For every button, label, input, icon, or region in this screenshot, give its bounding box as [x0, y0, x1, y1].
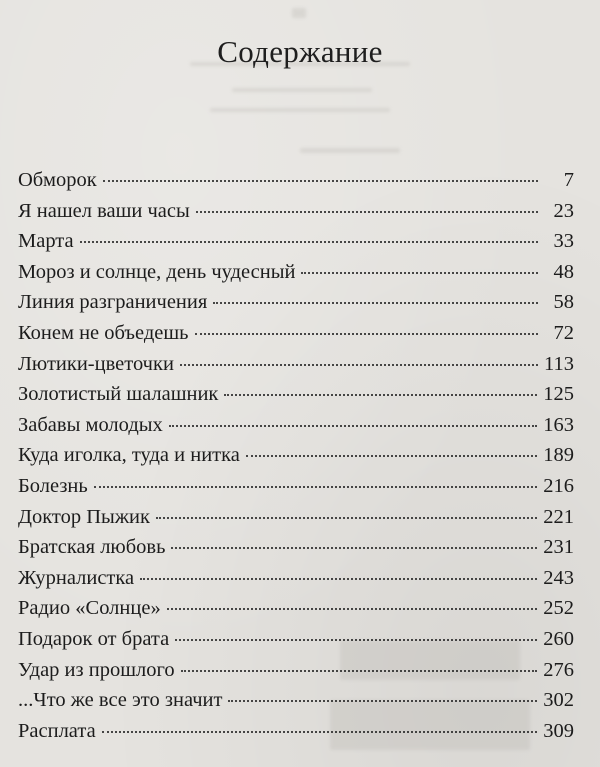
toc-entry[interactable]	[18, 349, 574, 380]
toc-entry-title: Обморок	[18, 169, 97, 191]
toc-entry[interactable]	[18, 287, 574, 318]
toc-entry-title: Забавы молодых	[18, 413, 163, 436]
toc-entry[interactable]	[18, 257, 574, 288]
dot-leader	[80, 241, 538, 243]
toc-entry[interactable]	[18, 532, 574, 563]
dot-leader	[156, 517, 537, 519]
dot-leader	[103, 180, 538, 182]
dot-leader	[246, 455, 537, 457]
dot-leader	[228, 700, 537, 702]
toc-entry[interactable]	[18, 318, 574, 349]
toc-entry[interactable]	[18, 196, 574, 227]
bleed-through-mark	[300, 148, 400, 153]
toc-entry[interactable]	[18, 226, 574, 257]
dot-leader	[94, 486, 538, 488]
toc-entry-title: Журналистка	[18, 566, 135, 589]
dot-leader	[167, 608, 538, 610]
toc-entry[interactable]	[18, 440, 574, 471]
page-title: Содержание	[217, 34, 383, 69]
toc-entry[interactable]	[18, 165, 574, 196]
toc-entry-page: 252	[543, 597, 574, 620]
dot-leader	[171, 547, 537, 549]
table-of-contents	[18, 165, 574, 746]
toc-entry-page: 23	[553, 199, 574, 222]
toc-entry[interactable]	[18, 379, 574, 410]
toc-entry-title: Доктор Пыжик	[18, 505, 150, 528]
toc-entry-page: 276	[543, 658, 574, 681]
toc-entry-title: Братская любовь	[18, 536, 166, 559]
toc-entry-title: Расплата	[18, 719, 96, 742]
toc-entry-page: 48	[553, 260, 574, 283]
toc-entry-title: Удар из прошлого	[18, 658, 175, 681]
toc-entry-title: Я нашел ваши часы	[18, 199, 190, 222]
toc-entry[interactable]	[18, 563, 574, 594]
toc-entry-page: 72	[553, 321, 574, 344]
dot-leader	[181, 670, 538, 672]
dot-leader	[175, 639, 537, 641]
dot-leader	[213, 302, 538, 304]
dot-leader	[301, 272, 538, 274]
toc-entry-page: 125	[543, 383, 574, 406]
dot-leader	[195, 333, 538, 335]
toc-entry-page: 58	[553, 291, 574, 314]
toc-entry-title: Мороз и солнце, день чудесный	[18, 260, 296, 283]
toc-entry-page: 231	[543, 536, 574, 559]
toc-entry-title: Марта	[18, 230, 74, 253]
bleed-through-mark	[210, 108, 390, 112]
bleed-through-mark	[292, 8, 306, 18]
bleed-through-mark	[232, 88, 372, 92]
toc-entry-title: Болезнь	[18, 474, 88, 497]
toc-entry-title: Конем не объедешь	[18, 321, 189, 344]
toc-entry-title: Линия разграничения	[18, 291, 208, 314]
toc-entry-page: 260	[543, 627, 574, 650]
toc-entry-title: Радио «Солнце»	[18, 597, 161, 620]
dot-leader	[140, 578, 537, 580]
toc-entry[interactable]	[18, 410, 574, 441]
toc-entry-page: 216	[543, 474, 574, 497]
toc-entry-title: Куда иголка, туда и нитка	[18, 444, 240, 467]
toc-entry[interactable]	[18, 655, 574, 686]
dot-leader	[196, 211, 538, 213]
toc-entry-page: 302	[543, 689, 574, 712]
toc-entry-title: Золотистый шалашник	[18, 383, 219, 406]
dot-leader	[102, 731, 538, 733]
toc-entry-page: 309	[543, 719, 574, 742]
toc-entry-title: Лютики-цветочки	[18, 352, 174, 375]
toc-entry-title: Подарок от брата	[18, 627, 170, 650]
dot-leader	[169, 425, 537, 427]
toc-entry-title: ...Что же все это значит	[18, 689, 223, 712]
dot-leader	[180, 364, 538, 366]
toc-entry[interactable]	[18, 502, 574, 533]
toc-entry-page: 7	[563, 169, 574, 191]
toc-entry-page: 113	[544, 352, 574, 375]
toc-entry[interactable]	[18, 624, 574, 655]
toc-entry-page: 163	[543, 413, 574, 436]
toc-entry-page: 33	[553, 230, 574, 253]
toc-entry[interactable]	[18, 716, 574, 747]
toc-entry-page: 189	[543, 444, 574, 467]
toc-entry-page: 221	[543, 505, 574, 528]
toc-entry[interactable]	[18, 685, 574, 716]
toc-entry-page: 243	[543, 566, 574, 589]
toc-entry[interactable]	[18, 593, 574, 624]
dot-leader	[224, 394, 537, 396]
toc-entry[interactable]	[18, 471, 574, 502]
